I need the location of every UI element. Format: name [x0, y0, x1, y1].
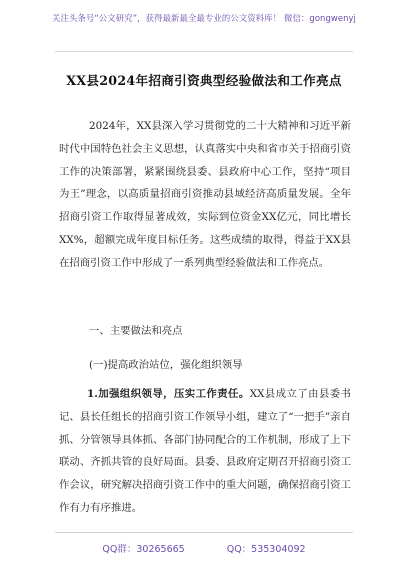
document-title: XX县2024年招商引资典型经验做法和工作亮点: [66, 73, 342, 88]
footer-qq-group: QQ群：30265665: [102, 544, 185, 555]
item-paragraph: [59, 383, 351, 520]
footer-divider: [55, 532, 353, 533]
footer: [0, 541, 408, 555]
item-body: XX县成立了由县委书记、县长任组长的招商引资工作领导小组，建立了“一把手”亲自抓、分管领导具体抓、各部门协同配合的工作机制，形成了上下联动、齐抓共管的良好局面。县委、县政府定期召开招商引资工作会议，研究解决招商引资工作中的重大问题，确保招商引资工作有力有序推进。: [59, 388, 351, 514]
section-heading: 一、主要做法和亮点: [89, 325, 183, 337]
intro-paragraph: 2024年，XX县深入学习贯彻党的二十大精神和习近平新时代中国特色社会主义思想，认真落实中央和省市关于招商引资工作的决策部署，紧紧围绕县委、县政府中心工作，坚持“项目为王”理念，以高质量招商引资推动县域经济高质量发展。全年招商引资工作取得显著成效，实际到位资金XX亿元，同比增长XX%，超额完成年度目标任务。这些成绩的取得，得益于XX县在招商引资工作中形成了一系列典型经验做法和工作亮点。: [59, 120, 351, 269]
item-lead: 1.加强组织领导，压实工作责任。: [87, 388, 250, 400]
header-divider: [55, 51, 353, 52]
header-notice: 关注头条号“公文研究”，获得最新最全最专业的公文资料库！ 微信：gongwenyj: [52, 13, 356, 23]
footer-qq-number: QQ：535304092: [226, 544, 306, 555]
subsection-heading: (一)提高政治站位，强化组织领导: [89, 359, 243, 371]
